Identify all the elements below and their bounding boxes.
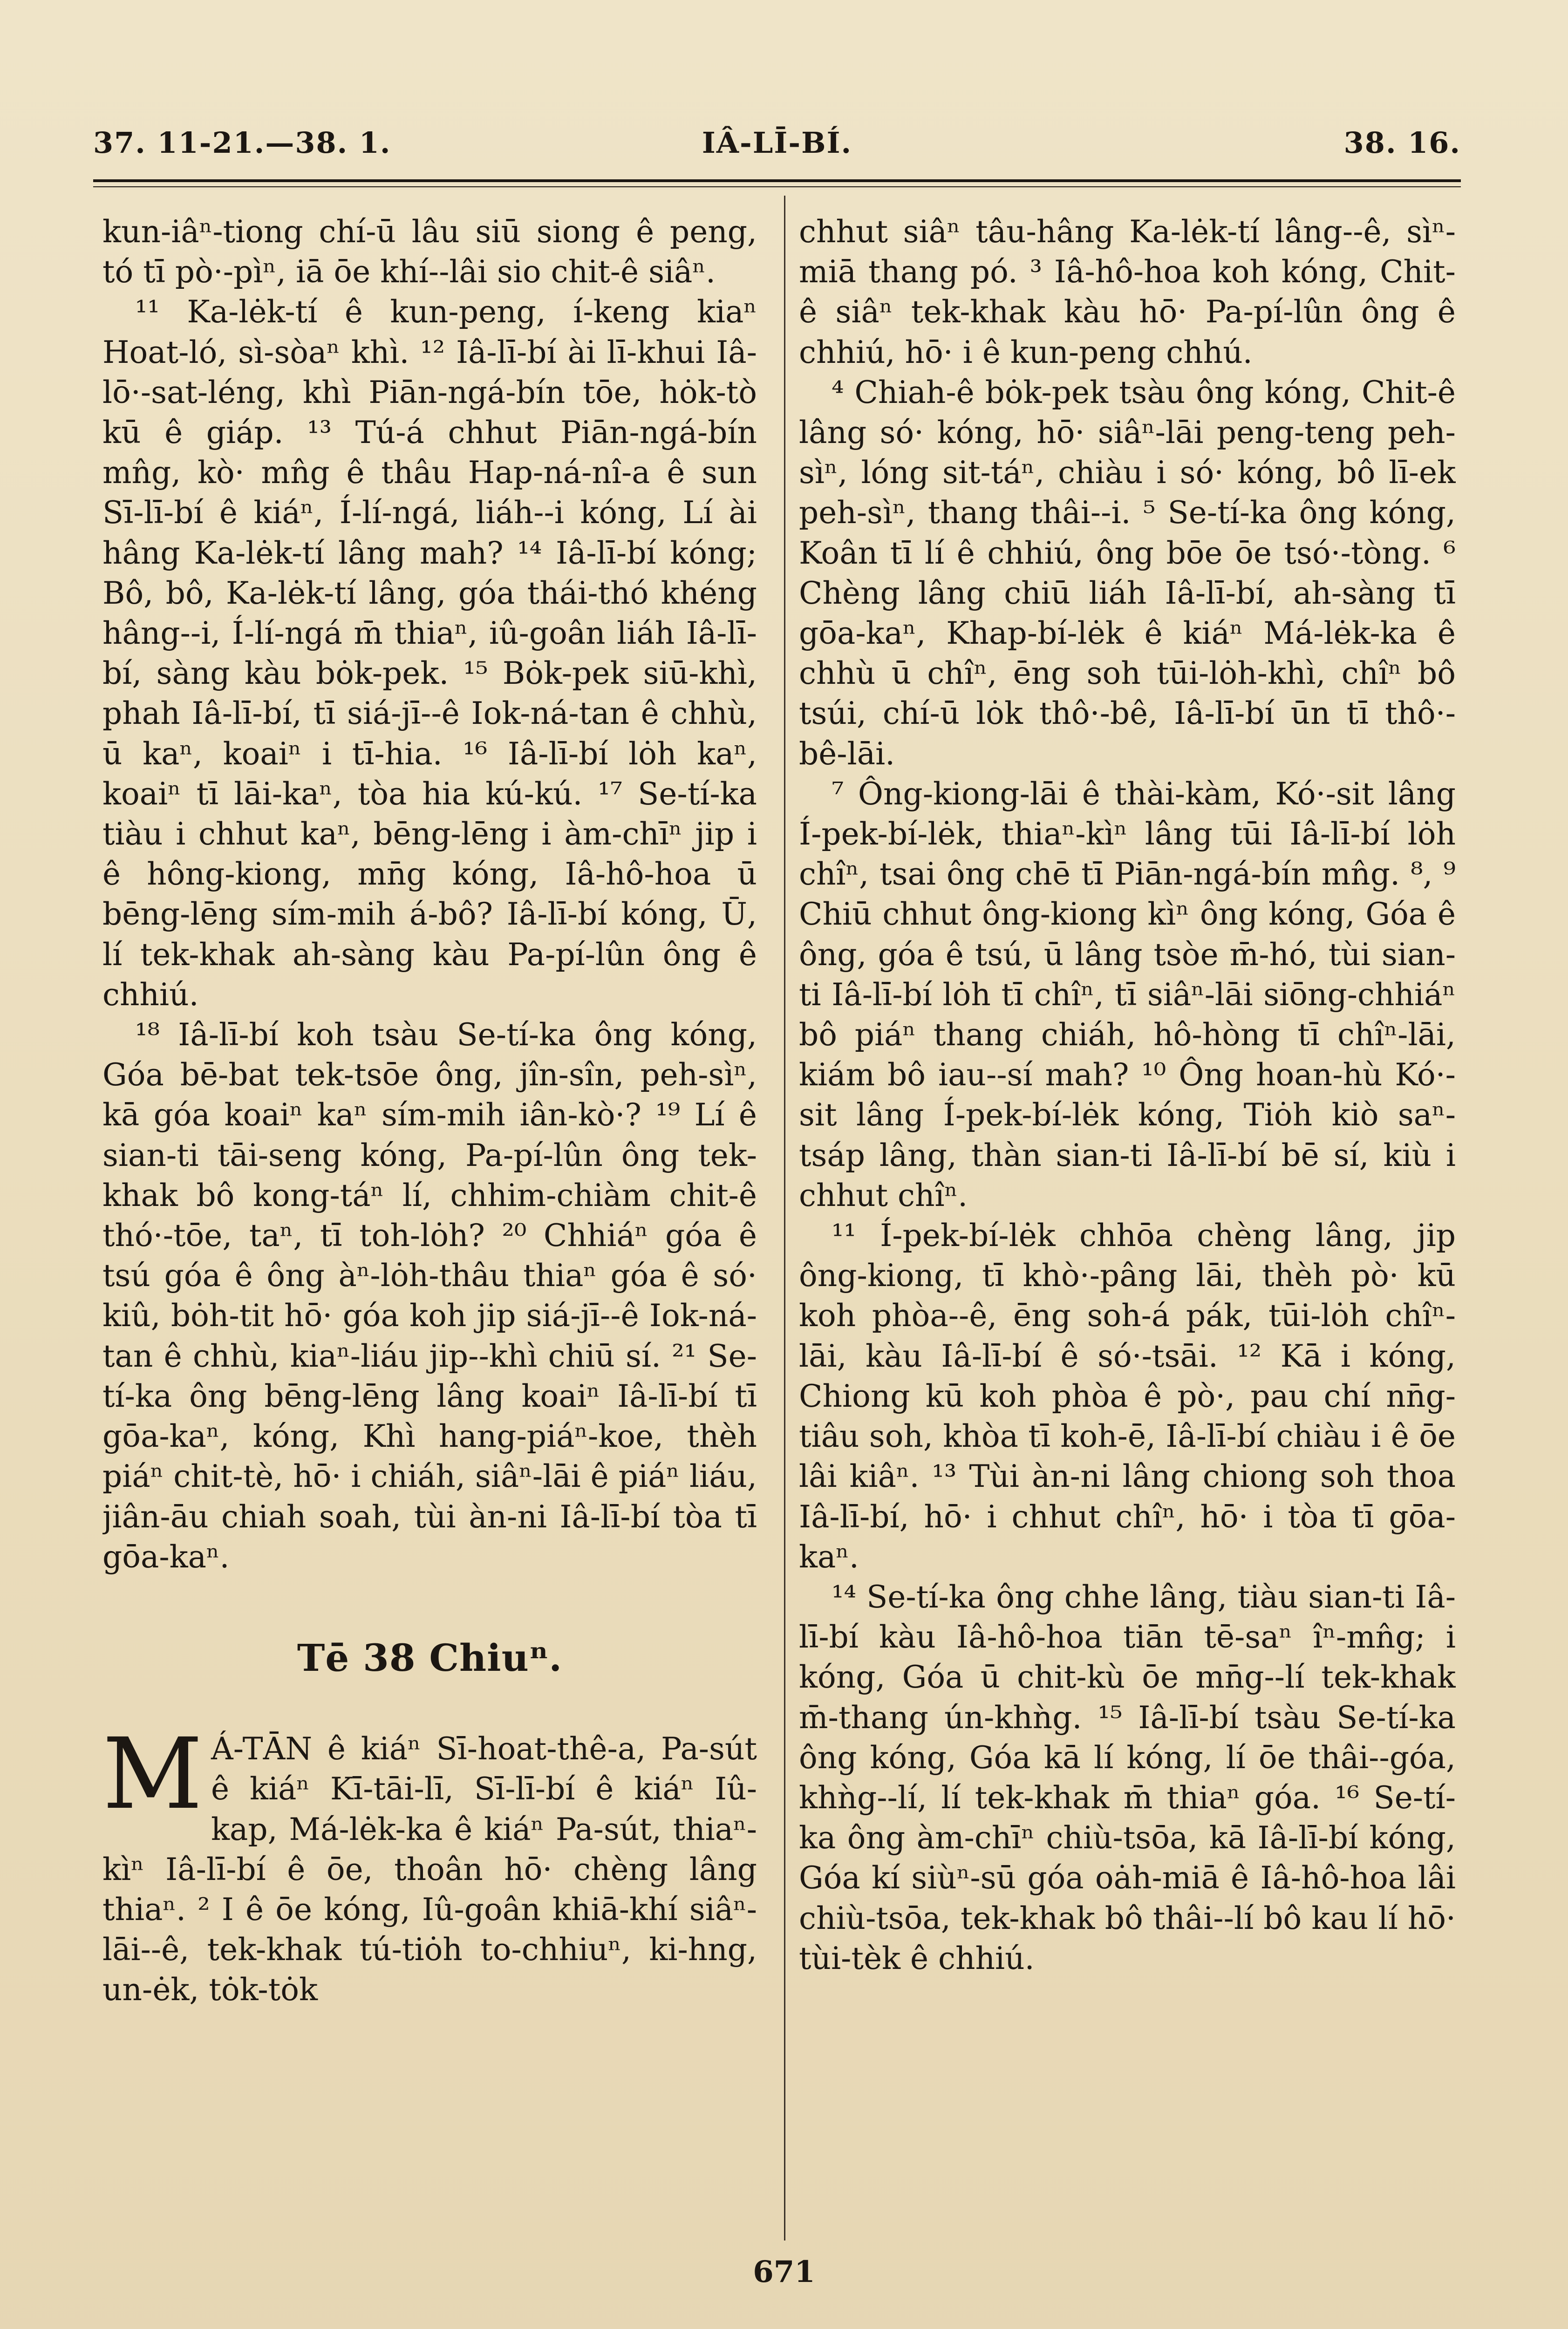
right-paragraph-4: ¹¹ Í-pek-bí-lėk chhōa chèng lâng, jip ông-kiong, tī khò·-pâng lāi, thèh pò· kū koh phòa--ê, ēng soh-á pák, tūi-lȯh chîⁿ-lāi, kàu Iâ-lī-bí ê só·-tsāi. ¹² Kā i kóng, Chiong kū koh phòa ê pò·, pau chí nn̄g-tiâu soh, khòa tī koh-ē, Iâ-lī-bí chiàu i ê ōe lâi kiâⁿ. ¹³ Tùi àn-ni lâng chiong soh thoa Iâ-lī-bí, hō· i chhut chîⁿ, hō· i tòa tī gōa-kaⁿ. [799,1218,1456,1575]
running-header [93,126,1461,168]
header-left-reference: 37. 11-21.—38. 1. [93,126,391,160]
right-paragraph-2: ⁴ Chiah-ê bȯk-pek tsàu ông kóng, Chit-ê lâng só· kóng, hō· siâⁿ-lāi peng-teng peh-sìⁿ, lóng sit-táⁿ, chiàu i só· kóng, bô lī-ek peh-sìⁿ, thang thâi--i. ⁵ Se-tí-ka ông kóng, Koân tī lí ê chhiú, ông bōe ōe tsó·-tòng. ⁶ Chèng lâng chiū liáh Iâ-lī-bí, ah-sàng tī gōa-kaⁿ, Khap-bí-lėk ê kiáⁿ Má-lėk-ka ê chhù ū chîⁿ, ēng soh tūi-lȯh-khì, chîⁿ bô tsúi, chí-ū lȯk thô·-bê, Iâ-lī-bí ūn tī thô·-bê-lāi. [799,374,1456,772]
right-text-column [799,212,1456,2243]
header-book-title: IÂ-LĪ-BÍ. [702,126,852,160]
left-paragraph-3: ¹⁸ Iâ-lī-bí koh tsàu Se-tí-ka ông kóng, Góa bē-bat tek-tsōe ông, jîn-sîn, peh-sìⁿ, kā góa koaiⁿ kaⁿ sím-mih iân-kò·? ¹⁹ Lí ê sian-ti tāi-seng kóng, Pa-pí-lûn ông tek-khak bô kong-táⁿ lí, chhim-chiàm chit-ê thó·-tōe, taⁿ, tī toh-lȯh? ²⁰ Chhiáⁿ góa ê tsú góa ê ông àⁿ-lȯh-thâu thiaⁿ góa ê só· kiû, bȯh-tit hō· góa koh jip siá-jī--ê Iok-ná-tan ê chhù, kiaⁿ-liáu jip--khì chiū sí. ²¹ Se-tí-ka ông bēng-lēng lâng koaiⁿ Iâ-lī-bí tī gōa-kaⁿ, kóng, Khì hang-piáⁿ-koe, thèh piáⁿ chit-tè, hō· i chiáh, siâⁿ-lāi ê piáⁿ liáu, jiân-āu chiah soah, tùi àn-ni Iâ-lī-bí tòa tī gōa-kaⁿ. [102,1017,757,1575]
right-paragraph-3: ⁷ Ông-kiong-lāi ê thài-kàm, Kó·-sit lâng Í-pek-bí-lėk, thiaⁿ-kìⁿ lâng tūi Iâ-lī-bí lȯh chîⁿ, tsai ông chē tī Piān-ngá-bín mn̂g. ⁸, ⁹ Chiū chhut ông-kiong kìⁿ ông kóng, Góa ê ông, góa ê tsú, ū lâng tsòe m̄-hó, tùi sian-ti Iâ-lī-bí lȯh tī chîⁿ, tī siâⁿ-lāi siōng-chhiáⁿ bô piáⁿ thang chiáh, hô-hòng tī chîⁿ-lāi, kiám bô iau--sí mah? ¹⁰ Ông hoan-hù Kó·-sit lâng Í-pek-bí-lėk kóng, Tiȯh kiò saⁿ-tsáp lâng, thàn sian-ti Iâ-lī-bí bē sí, kiù i chhut chîⁿ. [799,776,1456,1213]
left-paragraph-4 [102,1717,757,2010]
chapter-heading: Tē 38 Chiuⁿ. [297,1635,563,1680]
drop-cap: M [102,1717,203,1832]
header-rule-thin [93,186,1461,187]
header-rule-thick [93,179,1461,182]
column-divider [784,196,785,2240]
page-number: 671 [753,2254,815,2289]
right-paragraph-5: ¹⁴ Se-tí-ka ông chhe lâng, tiàu sian-ti Iâ-lī-bí kàu Iâ-hô-hoa tiān tē-saⁿ îⁿ-mn̂g; i kóng, Góa ū chit-kù ōe mn̄g--lí tek-khak m̄-thang ún-khǹg. ¹⁵ Iâ-lī-bí tsàu Se-tí-ka ông kóng, Góa kā lí kóng, lí ōe thâi--góa, khǹg--lí, lí tek-khak m̄ thiaⁿ góa. ¹⁶ Se-tí-ka ông àm-chīⁿ chiù-tsōa, kā Iâ-lī-bí kóng, Góa kí siùⁿ-sū góa oȧh-miā ê Iâ-hô-hoa lâi chiù-tsōa, tek-khak bô thâi--lí bô kau lí hō· tùi-tèk ê chhiú. [799,1579,1456,1976]
left-text-column [102,212,757,2243]
left-paragraph-1: kun-iâⁿ-tiong chí-ū lâu siū siong ê peng, tó tī pò·-pìⁿ, iā ōe khí--lâi sio chit-ê siâⁿ. [102,214,757,290]
header-right-reference: 38. 16. [1343,126,1461,160]
left-paragraph-2: ¹¹ Ka-lėk-tí ê kun-peng, í-keng kiaⁿ Hoat-ló, sì-sòaⁿ khì. ¹² Iâ-lī-bí ài lī-khui Iâ-lō·-sat-léng, khì Piān-ngá-bín tōe, hȯk-tò kū ê giáp. ¹³ Tú-á chhut Piān-ngá-bín mn̂g, kò· mn̂g ê thâu Hap-ná-nî-a ê sun Sī-lī-bí ê kiáⁿ, Í-lí-ngá, liáh--i kóng, Lí ài hâng Ka-lėk-tí lâng mah? ¹⁴ Iâ-lī-bí kóng; Bô, bô, Ka-lėk-tí lâng, góa thái-thó khéng hâng--i, Í-lí-ngá m̄ thiaⁿ, iû-goân liáh Iâ-lī-bí, sàng kàu bȯk-pek. ¹⁵ Bȯk-pek siū-khì, phah Iâ-lī-bí, tī siá-jī--ê Iok-ná-tan ê chhù, ū kaⁿ, koaiⁿ i tī-hia. ¹⁶ Iâ-lī-bí lȯh kaⁿ, koaiⁿ tī lāi-kaⁿ, tòa hia kú-kú. ¹⁷ Se-tí-ka tiàu i chhut kaⁿ, bēng-lēng i àm-chīⁿ jip i ê hông-kiong, mn̄g kóng, Iâ-hô-hoa ū bēng-lēng sím-mih á-bô? Iâ-lī-bí kóng, Ū, lí tek-khak ah-sàng kàu Pa-pí-lûn ông ê chhiú. [102,294,757,1013]
right-paragraph-1: chhut siâⁿ tâu-hâng Ka-lėk-tí lâng--ê, sìⁿ-miā thang pó. ³ Iâ-hô-hoa koh kóng, Chit-ê siâⁿ tek-khak kàu hō· Pa-pí-lûn ông ê chhiú, hō· i ê kun-peng chhú. [799,214,1456,370]
left-paragraph-4-text: Á-TĀN ê kiáⁿ Sī-hoat-thê-a, Pa-sút ê kiáⁿ Kī-tāi-lī, Sī-lī-bí ê kiáⁿ Iû-kap, Má-lėk-ka ê kiáⁿ Pa-sút, thiaⁿ-kìⁿ Iâ-lī-bí ê ōe, thoân hō· chèng lâng thiaⁿ. ² I ê ōe kóng, Iû-goân khiā-khí siâⁿ-lāi--ê, tek-khak tú-tiȯh to-chhiuⁿ, ki-hng, un-ėk, tȯk-tȯk [102,1731,757,2008]
